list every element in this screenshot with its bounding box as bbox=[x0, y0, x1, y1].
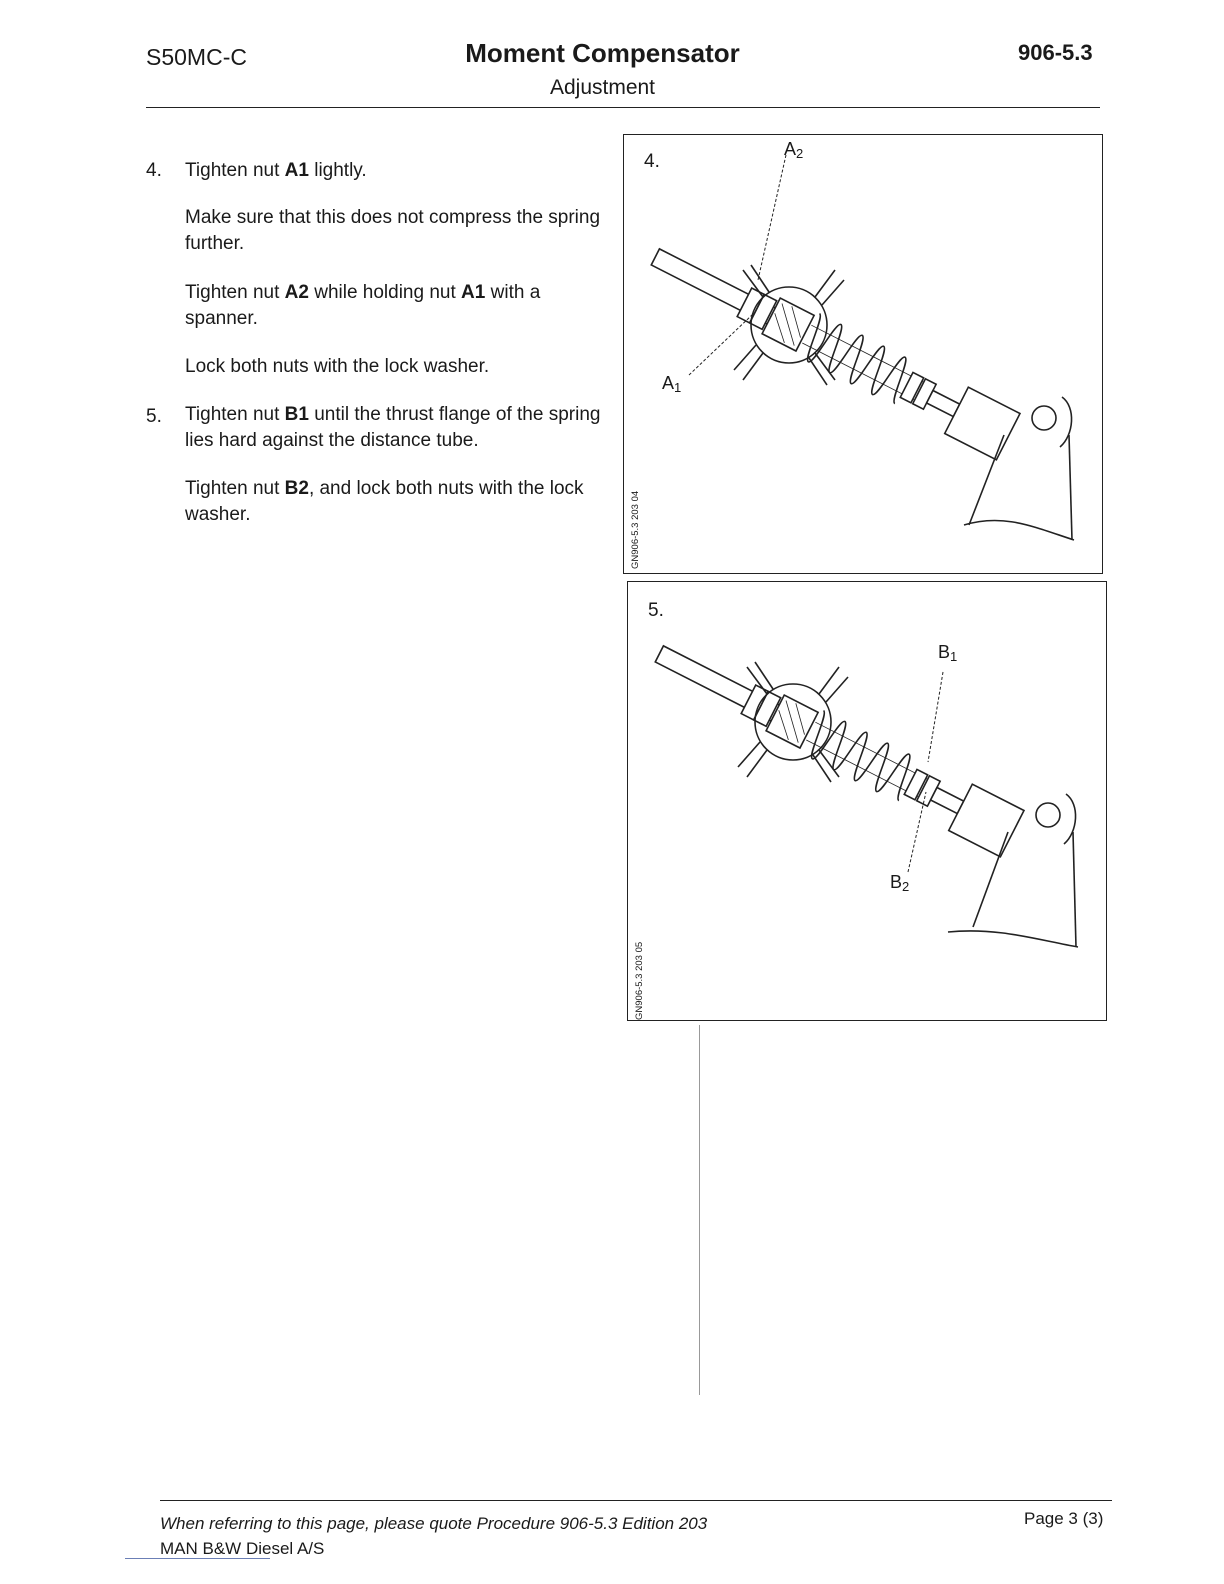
figure-4-label: 4. bbox=[644, 151, 660, 172]
figure-4-drawing bbox=[624, 135, 1102, 573]
figure-5-drawing bbox=[628, 582, 1106, 1020]
page-number: Page 3 (3) bbox=[1024, 1509, 1104, 1528]
step-4-para-3 bbox=[185, 280, 605, 332]
text-run: Tighten nut bbox=[185, 160, 285, 181]
engine-type: S50MC-C bbox=[146, 44, 247, 70]
text-run: Make sure that this does not compress the spring further. bbox=[185, 207, 601, 254]
procedure-code: 906-5.3 bbox=[1018, 40, 1093, 65]
callout-a2: $A_2$ bbox=[784, 139, 804, 161]
bold-term: B2 bbox=[284, 478, 309, 499]
text-run: with a spanner. bbox=[185, 282, 541, 329]
text-run: Tighten nut bbox=[185, 282, 285, 303]
text-run: Lock both nuts with the lock washer. bbox=[185, 356, 490, 377]
text-run: Tighten nut bbox=[185, 404, 285, 425]
bold-term: A2 bbox=[284, 282, 309, 303]
callout-a1: $A_1$ bbox=[662, 373, 682, 395]
step-5-para-1 bbox=[185, 402, 605, 454]
step-4-para-4 bbox=[185, 354, 605, 380]
step-5-para-2 bbox=[185, 476, 605, 528]
figure-5 bbox=[627, 581, 1107, 1021]
bold-term: A1 bbox=[284, 160, 309, 181]
footer-divider bbox=[160, 1500, 1112, 1501]
text-run: Tighten nut bbox=[185, 478, 285, 499]
step-4-para-2 bbox=[185, 205, 605, 257]
page-title: Moment Compensator bbox=[465, 38, 740, 68]
footer-quote: When referring to this page, please quote Procedure 906-5.3 Edition 203 bbox=[160, 1514, 708, 1533]
bold-term: B1 bbox=[284, 404, 309, 425]
header-divider bbox=[146, 107, 1100, 108]
footer-company: MAN B&W Diesel A/S bbox=[160, 1539, 325, 1558]
footer-underline bbox=[125, 1558, 270, 1559]
text-run: lightly. bbox=[308, 160, 367, 181]
step-4-para-1 bbox=[185, 158, 605, 184]
text-run: until the thrust flange of the spring lies hard against the distance tube. bbox=[185, 404, 601, 451]
figure-4 bbox=[623, 134, 1103, 574]
text-run: while holding nut bbox=[308, 282, 462, 303]
figure-4-drawing-code: GN906-5.3 203 04 bbox=[630, 490, 641, 569]
callout-b1: $B_1$ bbox=[938, 642, 958, 664]
bold-term: A1 bbox=[461, 282, 486, 303]
page-subtitle: Adjustment bbox=[549, 76, 656, 99]
text-run: , and lock both nuts with the lock washer. bbox=[185, 478, 584, 525]
callout-b2: $B_2$ bbox=[890, 872, 910, 894]
figure-5-label: 5. bbox=[648, 600, 664, 621]
scan-artifact-line bbox=[699, 1025, 700, 1395]
figure-5-drawing-code: GN906-5.3 203 05 bbox=[634, 941, 645, 1020]
